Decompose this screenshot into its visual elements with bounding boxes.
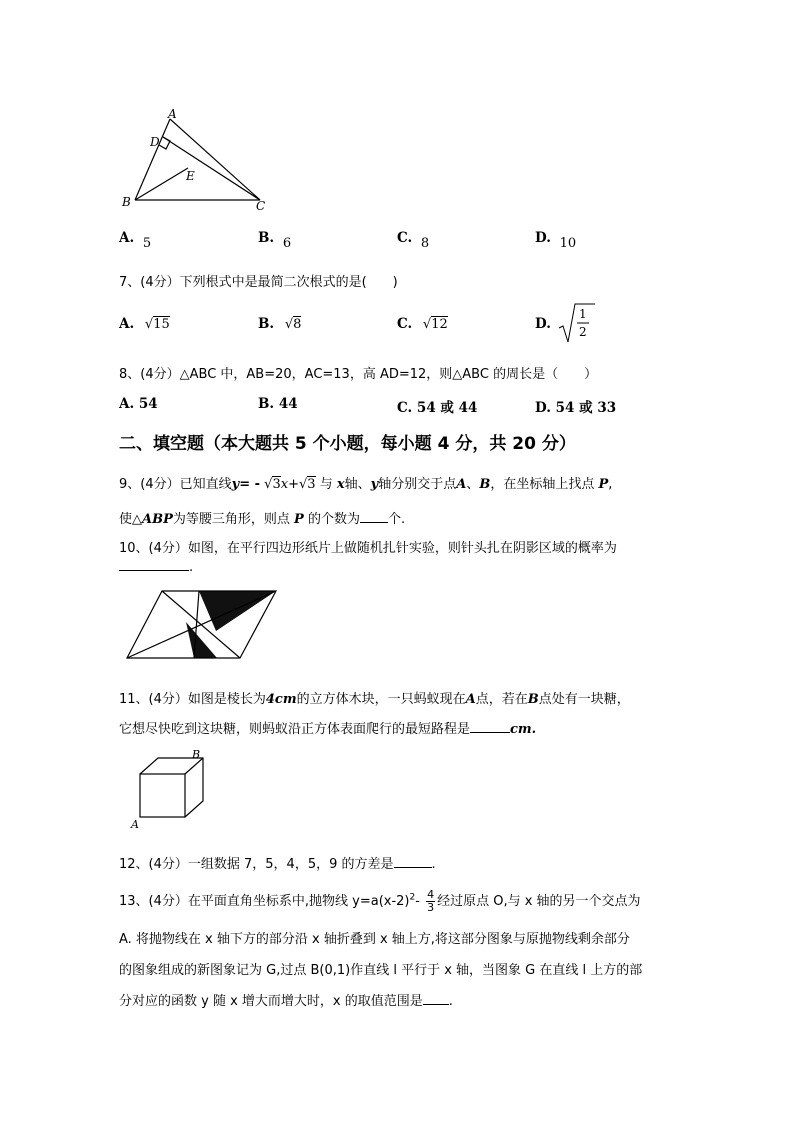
q7-option-c[interactable]: C. √12 xyxy=(397,316,448,332)
fraction-den: 2 xyxy=(579,325,587,339)
q13-line3: 的图象组成的新图象记为 G,过点 B(0,1)作直线 l 平行于 x 轴，当图象 G 在直线 l 上方的部 xyxy=(119,963,643,978)
q10-answer-blank[interactable] xyxy=(119,558,189,571)
q12-stem: 12、(4分）一组数据 7，5，4，5，9 的方差是 . xyxy=(119,857,436,872)
label-E: E xyxy=(186,169,195,183)
triangle-figure xyxy=(118,104,278,214)
q10-stem: 10、(4分）如图，在平行四边形纸片上做随机扎针实验，则针头扎在阴影区域的概率为 xyxy=(119,541,617,556)
cube-front-face xyxy=(140,774,185,817)
q7-option-d-radical xyxy=(557,302,597,348)
segment-dc xyxy=(163,137,260,200)
q9-line2: 使△ABP为等腰三角形，则点 P 的个数为 个. xyxy=(119,512,406,527)
q10-line2: . xyxy=(119,558,193,575)
shaded-region-bottom xyxy=(186,622,217,658)
label-B: B xyxy=(122,195,131,209)
radical-fraction xyxy=(557,302,597,344)
q11-answer-blank[interactable] xyxy=(470,720,510,733)
right-angle-mark xyxy=(159,137,170,149)
q13-line1: 13、(4分）在平面直角坐标系中,抛物线 $y=a(x-2)^2-$ $\frac{4}{3}$ 经过原点 O,与 x 轴的另一个交点为 xyxy=(119,888,641,914)
side-ac xyxy=(170,119,260,200)
label-A: A xyxy=(131,818,139,830)
label-C: C xyxy=(256,199,266,213)
q8-option-c[interactable]: C. 54 或 44 xyxy=(397,400,478,416)
q6-option-b[interactable]: B. 6 xyxy=(258,230,292,251)
q12-answer-blank[interactable] xyxy=(394,855,432,868)
label-D: D xyxy=(150,135,160,149)
q7-option-a[interactable]: A. √15 xyxy=(119,316,170,332)
q13-line4: 分对应的函数 y 随 x 增大而增大时，x 的取值范围是 . xyxy=(119,994,453,1009)
q9-line1: 9、(4分）已知直线y= - √3x+√3 与 x轴、y轴分别交于点A、B，在坐标轴上找点 P, xyxy=(119,477,613,492)
q13-fraction: $\frac{4}{3}$ xyxy=(427,888,435,914)
cube-figure xyxy=(128,748,218,830)
q8-option-a[interactable]: A. 54 xyxy=(119,396,158,412)
side-ab xyxy=(135,119,170,200)
q7-stem: 7、(4分）下列根式中是最简二次根式的是( ) xyxy=(119,275,398,290)
section-2-title: 二、填空题（本大题共 5 个小题，每小题 4 分，共 20 分） xyxy=(119,434,576,454)
q11-line1: 11、(4分）如图是棱长为4cm的立方体木块，一只蚂蚁现在A点，若在B点处有一块糖， xyxy=(119,692,630,707)
parallelogram-figure xyxy=(122,588,280,664)
q6-option-c[interactable]: C. 8 xyxy=(397,230,430,251)
q8-stem: 8、(4分）△ABC 中，AB=20，AC=13，高 AD=12，则△ABC 的周长是（ ） xyxy=(119,367,598,382)
q7-option-d[interactable]: D. xyxy=(535,316,551,332)
label-B: B xyxy=(192,748,201,761)
q6-option-d[interactable]: D. 10 xyxy=(535,230,577,251)
q11-line2: 它想尽快吃到这块糖，则蚂蚁沿正方体表面爬行的最短路程是 cm. xyxy=(119,722,537,737)
label-A: A xyxy=(168,107,177,121)
q9-answer-blank[interactable] xyxy=(360,510,388,523)
q7-option-b[interactable]: B. √8 xyxy=(258,316,302,332)
q8-option-b[interactable]: B. 44 xyxy=(258,396,298,412)
fraction-num: 1 xyxy=(579,307,587,321)
q13-answer-blank[interactable] xyxy=(423,992,449,1005)
q8-option-d[interactable]: D. 54 或 33 xyxy=(535,400,617,416)
q13-line2: A. 将抛物线在 x 轴下方的部分沿 x 轴折叠到 x 轴上方,将这部分图象与原抛物线剩余部分 xyxy=(119,932,630,947)
q6-option-a[interactable]: A. 5 xyxy=(119,230,152,251)
shaded-region-top xyxy=(199,591,276,631)
segment-be xyxy=(135,168,188,200)
